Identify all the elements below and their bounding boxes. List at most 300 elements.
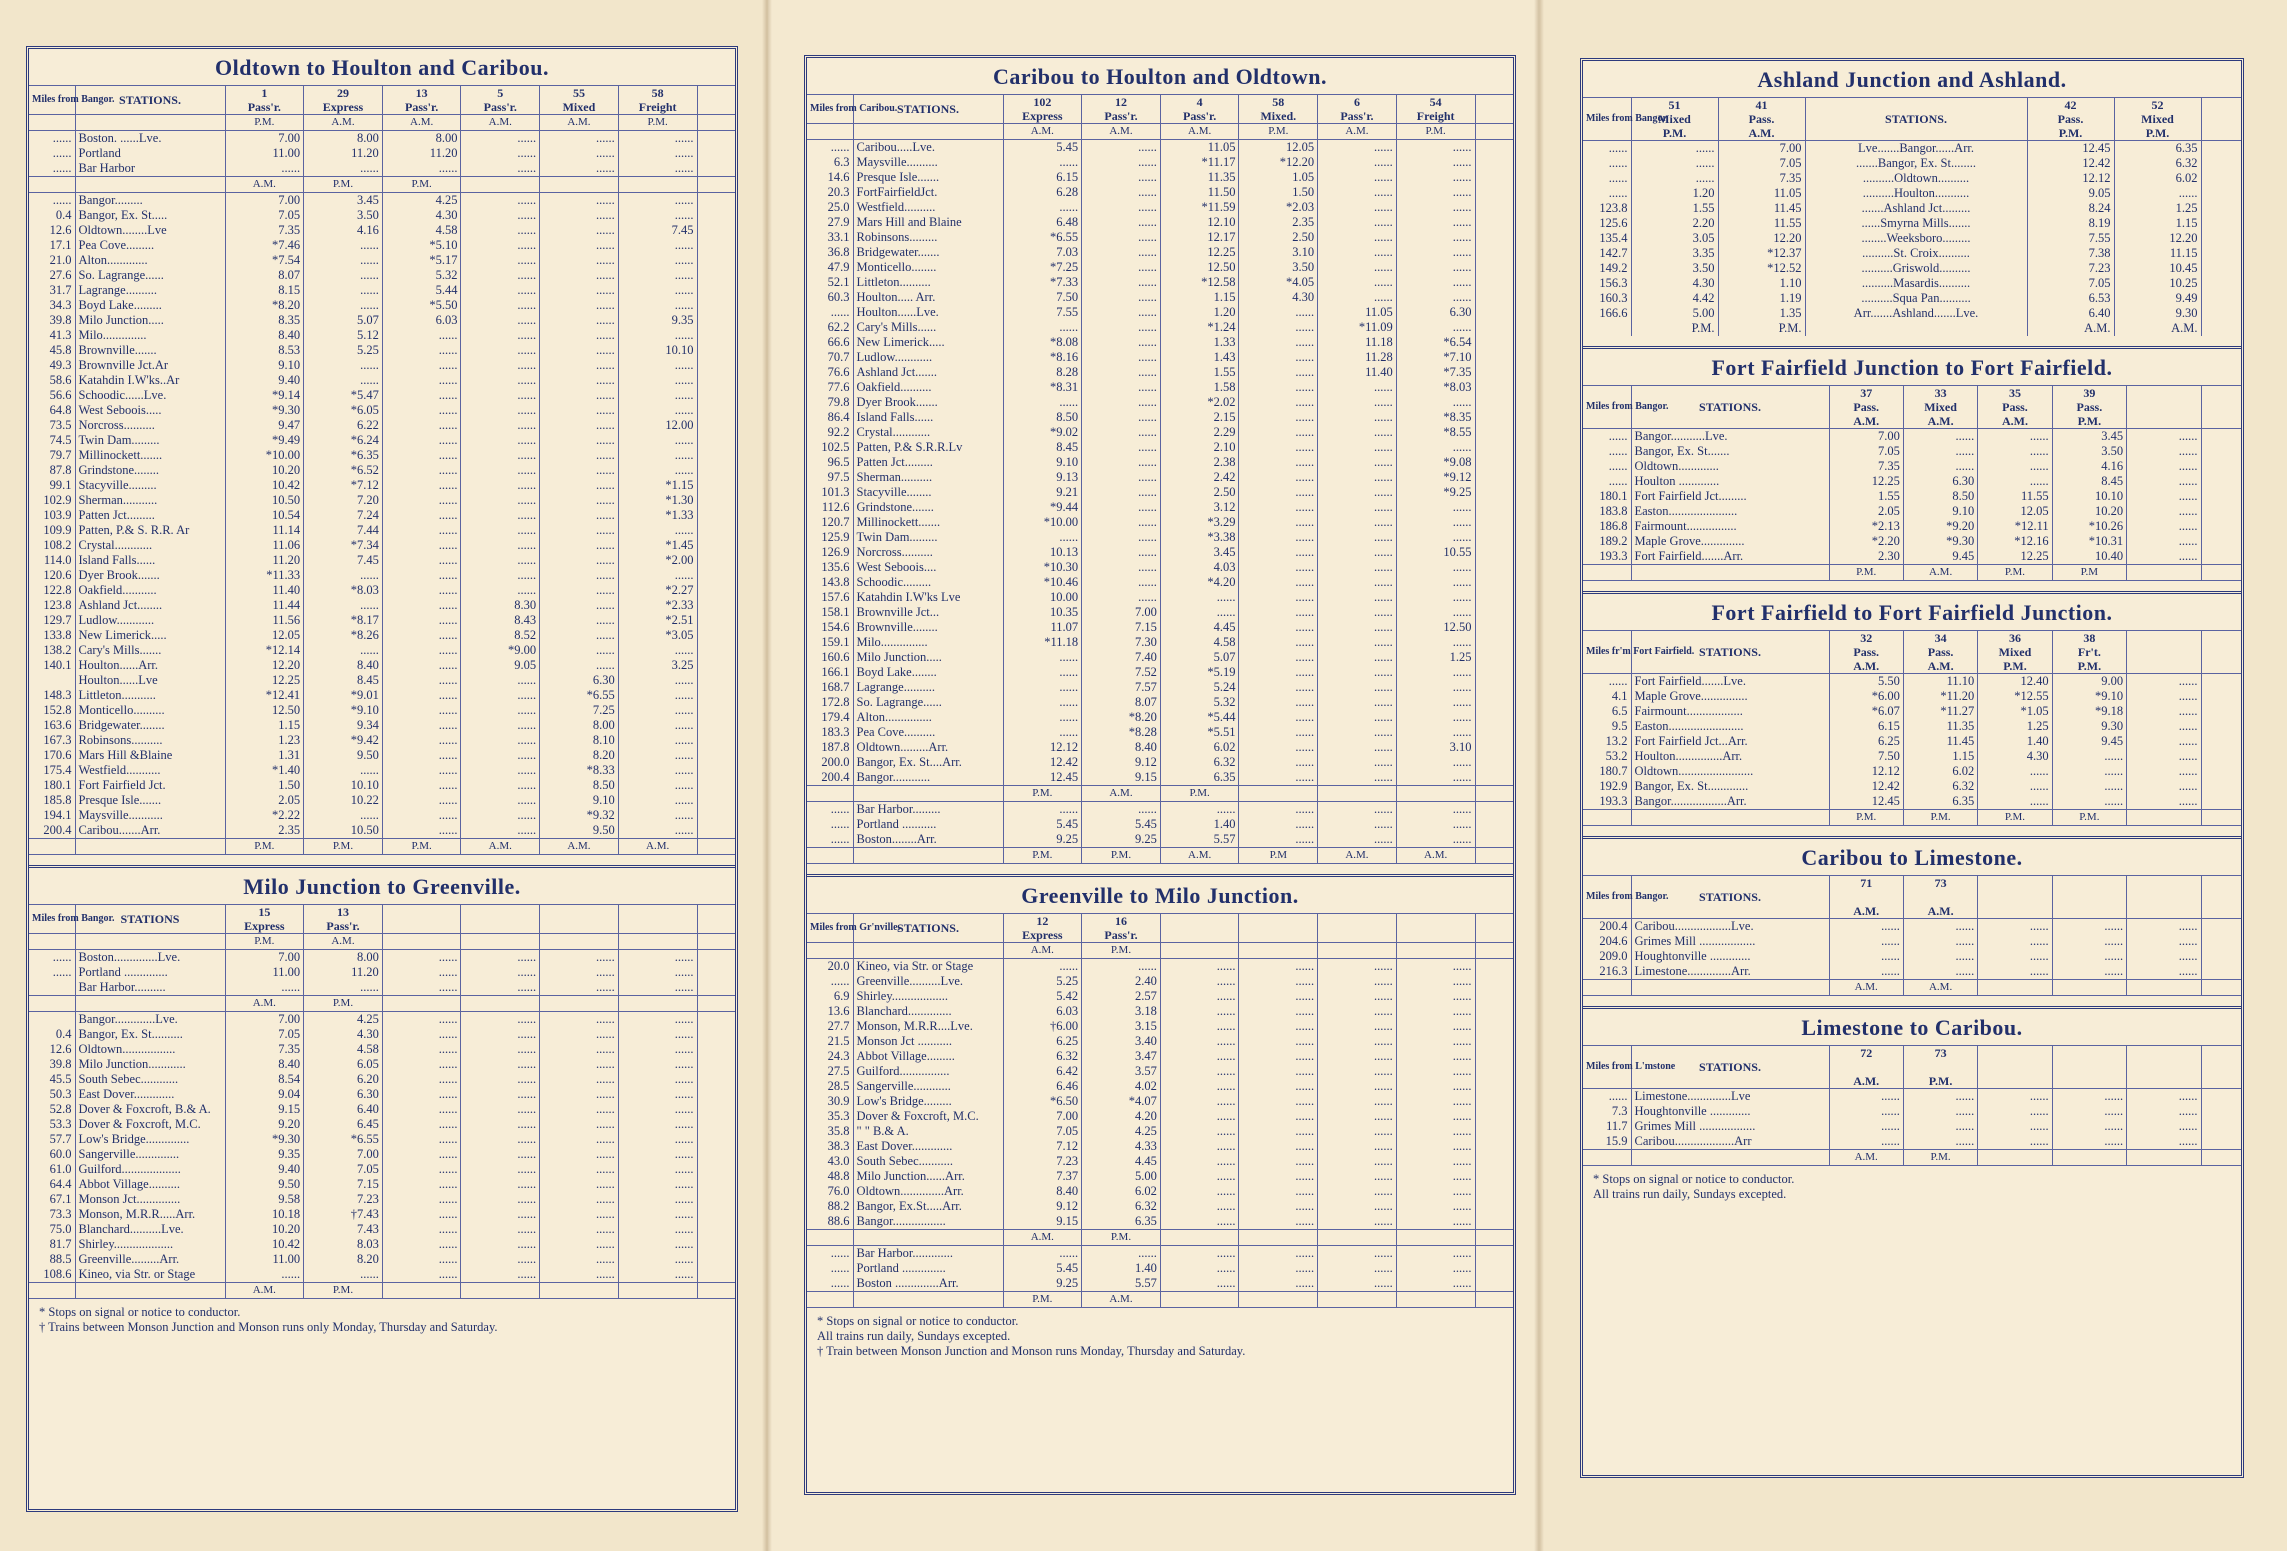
station-cell: Littleton...........: [75, 688, 225, 703]
time-cell: 2.35: [1239, 215, 1318, 230]
footnote: † Train between Monson Junction and Monson runs Monday, Thursday and Saturday.: [817, 1344, 1246, 1358]
spare-cell: [2201, 704, 2241, 719]
spare-cell: [1475, 650, 1513, 665]
spare-cell: [1475, 320, 1513, 335]
station-cell: Fairmount..................: [1631, 704, 1829, 719]
train-kind: Express: [1022, 109, 1063, 123]
time-cell: ......: [540, 1207, 619, 1222]
station-cell: " " B.& A.: [853, 1124, 1003, 1139]
spare-cell: [697, 996, 735, 1012]
miles-cell: 39.8: [49, 313, 72, 327]
station-cell: Millinockett.......: [75, 448, 225, 463]
time-cell: 3.45: [2052, 429, 2126, 445]
spare-cell: [697, 658, 735, 673]
header-row: [1583, 386, 2241, 429]
time-cell: P.M.: [618, 115, 697, 131]
station-cell: Limestone..............Arr.: [1631, 964, 1829, 980]
time-cell: ......: [382, 463, 461, 478]
miles-cell: 35.3: [827, 1109, 850, 1123]
time-cell: [1318, 1230, 1397, 1246]
time-cell: 5.00: [1082, 1169, 1161, 1184]
time-cell: 9.10: [540, 793, 619, 808]
time-cell: ......: [540, 358, 619, 373]
stations-header: STATIONS.: [1631, 1046, 1829, 1089]
station-cell: Dover & Foxcroft, M.C.: [853, 1109, 1003, 1124]
spare-cell: [1475, 832, 1513, 848]
time-cell: 12.00: [618, 418, 697, 433]
train-column-header: [225, 905, 304, 934]
spare-cell: [1475, 530, 1513, 545]
time-cell: *8.31: [1003, 380, 1082, 395]
time-cell: ......: [540, 1012, 619, 1028]
time-cell: 4.30: [382, 208, 461, 223]
miles-cell: ......: [1608, 459, 1628, 473]
train-column-header: [1829, 1046, 1903, 1089]
time-cell: 11.28: [1318, 350, 1397, 365]
time-cell: ......: [1318, 832, 1397, 848]
time-cell: ......: [1903, 444, 1977, 459]
time-cell: ......: [461, 1087, 540, 1102]
table-row: [1583, 201, 2241, 216]
spare-cell: [697, 1237, 735, 1252]
time-cell: ......: [382, 673, 461, 688]
time-cell: 8.20: [540, 748, 619, 763]
table-row: [807, 1199, 1513, 1214]
time-cell: ......: [618, 448, 697, 463]
station-cell: Patten Jct.........: [853, 455, 1003, 470]
spare-cell: [1475, 1184, 1513, 1199]
time-cell: ......: [540, 223, 619, 238]
header-row: [807, 914, 1513, 943]
train-column-header: [1318, 914, 1397, 943]
miles-cell: 6.9: [833, 989, 850, 1003]
miles-cell: 4.1: [1611, 689, 1628, 703]
time-cell: ......: [618, 568, 697, 583]
table-row: [29, 433, 735, 448]
table-row: [1583, 565, 2241, 581]
spare-cell: [2201, 534, 2241, 549]
time-cell: *12.14: [225, 643, 304, 658]
time-cell: 12.50: [225, 703, 304, 718]
time-cell: ......: [382, 1222, 461, 1237]
time-cell: ......: [1239, 470, 1318, 485]
station-cell: [853, 848, 1003, 864]
time-cell: *6.54: [1396, 335, 1475, 350]
time-cell: ......: [382, 343, 461, 358]
time-cell: *10.46: [1003, 575, 1082, 590]
time-cell: ......: [1160, 590, 1239, 605]
time-cell: ......: [304, 358, 383, 373]
spare-cell: [697, 1283, 735, 1299]
miles-cell: ......: [830, 817, 850, 831]
miles-cell: [807, 1292, 853, 1308]
spare-cell: [697, 748, 735, 763]
time-cell: ......: [618, 161, 697, 177]
miles-cell: 20.0: [827, 959, 850, 973]
time-cell: ......: [2127, 534, 2201, 549]
table-row: [807, 1034, 1513, 1049]
spare-cell: [697, 328, 735, 343]
time-cell: ......: [2127, 764, 2201, 779]
miles-cell: 7.3: [1611, 1104, 1628, 1118]
time-cell: 6.32: [1082, 1199, 1161, 1214]
miles-cell: 31.7: [49, 283, 72, 297]
time-cell: 6.05: [304, 1057, 383, 1072]
miles-cell: 73.5: [49, 418, 72, 432]
time-cell: 1.15: [225, 718, 304, 733]
time-cell: †6.00: [1003, 1019, 1082, 1034]
spare-cell: [1475, 1139, 1513, 1154]
time-cell: 11.00: [225, 1252, 304, 1267]
spare-cell: [1475, 1292, 1513, 1308]
time-cell: ......: [1082, 590, 1161, 605]
time-cell: *11.27: [1903, 704, 1977, 719]
time-cell: ......: [618, 763, 697, 778]
time-cell: [461, 934, 540, 950]
time-cell: ......: [382, 793, 461, 808]
time-cell: ......: [618, 1012, 697, 1028]
table-row: [29, 1132, 735, 1147]
station-cell: Caribou.....Lve.: [853, 140, 1003, 156]
miles-cell: [1583, 1150, 1631, 1166]
time-cell: 5.44: [382, 283, 461, 298]
time-cell: ......: [540, 448, 619, 463]
time-cell: *12.20: [1239, 155, 1318, 170]
time-cell: *9.30: [1903, 534, 1977, 549]
time-cell: ......: [304, 643, 383, 658]
time-cell: ......: [461, 965, 540, 980]
time-cell: ......: [2127, 504, 2201, 519]
spare-cell: [697, 1147, 735, 1162]
spare-cell: [1475, 200, 1513, 215]
time-cell: ......: [1082, 485, 1161, 500]
time-cell: ......: [382, 658, 461, 673]
time-cell: ......: [382, 718, 461, 733]
miles-cell: ......: [1608, 171, 1628, 185]
station-cell: Bangor, Ex. St..........: [75, 1027, 225, 1042]
time-cell: A.M.: [1903, 565, 1977, 581]
table-row: [29, 523, 735, 538]
spare-cell: [2201, 734, 2241, 749]
station-cell: Easton........................: [1631, 719, 1829, 734]
station-cell: Bridgewater.......: [853, 245, 1003, 260]
time-cell: ......: [1318, 650, 1397, 665]
spare-cell: [697, 1267, 735, 1283]
time-cell: ......: [382, 1057, 461, 1072]
station-cell: Robinsons..........: [75, 733, 225, 748]
time-cell: ......: [1396, 989, 1475, 1004]
time-cell: 6.25: [1003, 1034, 1082, 1049]
time-cell: 10.25: [2114, 276, 2201, 291]
time-cell: 7.40: [1082, 650, 1161, 665]
table-row: [1583, 674, 2241, 690]
miles-cell: 73.3: [49, 1207, 72, 1221]
miles-cell: [1583, 810, 1631, 826]
time-cell: 7.35: [225, 223, 304, 238]
station-cell: [75, 934, 225, 950]
table-row: [1583, 794, 2241, 810]
table-row: [807, 230, 1513, 245]
time-cell: ......: [304, 1267, 383, 1283]
spare-cell: [1475, 605, 1513, 620]
time-cell: ......: [540, 268, 619, 283]
miles-cell: 108.6: [43, 1267, 72, 1281]
time-cell: ......: [1239, 350, 1318, 365]
miles-cell: [1583, 565, 1631, 581]
miles-cell: 112.6: [821, 500, 850, 514]
time-cell: ......: [1160, 989, 1239, 1004]
spare-cell: [2201, 489, 2241, 504]
station-cell: Maple Grove..............: [1631, 534, 1829, 549]
spare-cell: [2201, 156, 2241, 171]
time-cell: 7.50: [1829, 749, 1903, 764]
time-cell: ......: [2052, 779, 2126, 794]
train-kind: Freight: [638, 100, 677, 114]
time-cell: ......: [540, 283, 619, 298]
time-cell: 10.20: [225, 463, 304, 478]
miles-cell: [1583, 980, 1631, 996]
station-cell: Blanchard..........Lve.: [75, 1222, 225, 1237]
time-cell: *5.19: [1160, 665, 1239, 680]
spare-cell: [697, 1222, 735, 1237]
time-cell: [2127, 565, 2201, 581]
time-cell: *8.35: [1396, 410, 1475, 425]
time-cell: ......: [540, 313, 619, 328]
miles-cell: 216.3: [1599, 964, 1628, 978]
time-cell: ......: [461, 523, 540, 538]
station-cell: Monticello........: [853, 260, 1003, 275]
miles-cell: 34.3: [49, 298, 72, 312]
time-cell: ......: [1239, 1246, 1318, 1262]
time-cell: 4.45: [1160, 620, 1239, 635]
time-cell: 10.10: [618, 343, 697, 358]
miles-cell: 122.8: [43, 583, 72, 597]
miles-cell: ......: [830, 1261, 850, 1275]
miles-cell: 114.0: [43, 553, 72, 567]
time-cell: ......: [1396, 770, 1475, 786]
time-cell: ......: [618, 688, 697, 703]
time-cell: ......: [1978, 779, 2052, 794]
train-number: 73: [1934, 876, 1947, 890]
time-cell: 1.20: [1631, 186, 1718, 201]
miles-cell: 143.8: [821, 575, 850, 589]
time-cell: 4.25: [304, 1012, 383, 1028]
time-cell: ......: [618, 1252, 697, 1267]
miles-cell: 108.2: [43, 538, 72, 552]
time-cell: ......: [1396, 440, 1475, 455]
time-cell: 2.15: [1160, 410, 1239, 425]
time-cell: 7.00: [1003, 1109, 1082, 1124]
time-cell: 1.50: [1239, 185, 1318, 200]
time-cell: 7.57: [1082, 680, 1161, 695]
time-cell: ......: [1318, 1199, 1397, 1214]
time-cell: A.M.: [540, 839, 619, 855]
miles-cell: ......: [52, 193, 72, 207]
train-column-header: [304, 905, 383, 934]
time-cell: ......: [540, 1027, 619, 1042]
spare-cell: [2201, 549, 2241, 565]
table-row: [29, 223, 735, 238]
time-cell: ......: [1318, 215, 1397, 230]
time-cell: ......: [1396, 500, 1475, 515]
station-cell: Mars Hill and Blaine: [853, 215, 1003, 230]
station-cell: Kineo, via Str. or Stage: [75, 1267, 225, 1283]
train-ampm: A.M.: [1853, 414, 1880, 428]
time-cell: ......: [1082, 1246, 1161, 1262]
time-cell: 12.25: [225, 673, 304, 688]
time-cell: ......: [382, 508, 461, 523]
time-cell: 7.45: [618, 223, 697, 238]
spare-cell: [2201, 749, 2241, 764]
table-row: [1583, 216, 2241, 231]
time-cell: ......: [1318, 1214, 1397, 1230]
time-cell: 2.57: [1082, 989, 1161, 1004]
time-cell: ......: [461, 1222, 540, 1237]
spare-cell: [697, 1207, 735, 1222]
miles-cell: 27.9: [827, 215, 850, 229]
spare-cell: [2201, 261, 2241, 276]
table-row: [807, 425, 1513, 440]
time-cell: *12.52: [1718, 261, 1805, 276]
time-cell: 7.15: [1082, 620, 1161, 635]
time-cell: *11.20: [1903, 689, 1977, 704]
time-cell: *9.30: [225, 403, 304, 418]
time-cell: *6.00: [1829, 689, 1903, 704]
time-cell: 7.00: [225, 1012, 304, 1028]
section-title: Caribou to Limestone.: [1801, 845, 2023, 870]
time-cell: ......: [540, 146, 619, 161]
spare-cell: [697, 177, 735, 193]
time-cell: ......: [1396, 185, 1475, 200]
station-cell: Crystal............: [853, 425, 1003, 440]
time-cell: ......: [1396, 974, 1475, 989]
time-cell: 8.40: [1082, 740, 1161, 755]
time-cell: 2.10: [1160, 440, 1239, 455]
time-cell: ......: [1978, 949, 2052, 964]
time-cell: 1.33: [1160, 335, 1239, 350]
time-cell: ......: [618, 980, 697, 996]
time-cell: ......: [1239, 740, 1318, 755]
time-cell: ......: [2127, 459, 2201, 474]
miles-cell: ......: [1608, 474, 1628, 488]
train-column-header: [1160, 914, 1239, 943]
time-cell: 3.47: [1082, 1049, 1161, 1064]
miles-cell: [29, 839, 75, 855]
time-cell: 12.42: [1003, 755, 1082, 770]
time-cell: 11.20: [225, 553, 304, 568]
station-cell: ..........Houlton...........: [1805, 186, 2027, 201]
time-cell: ......: [2127, 549, 2201, 565]
time-cell: ......: [1318, 1246, 1397, 1262]
station-cell: Bangor.............Lve.: [75, 1012, 225, 1028]
time-cell: 6.15: [1829, 719, 1903, 734]
time-cell: ......: [1160, 1246, 1239, 1262]
table-row: [807, 665, 1513, 680]
time-cell: ......: [1829, 934, 1903, 949]
time-cell: ......: [461, 1267, 540, 1283]
time-cell: ......: [382, 688, 461, 703]
spare-cell: [697, 1072, 735, 1087]
time-cell: ......: [1239, 1004, 1318, 1019]
time-cell: 9.25: [1003, 832, 1082, 848]
table-row: [29, 1222, 735, 1237]
miles-cell: 21.0: [49, 253, 72, 267]
train-column-header: [461, 905, 540, 934]
time-cell: ......: [540, 568, 619, 583]
miles-cell: 24.3: [827, 1049, 850, 1063]
time-cell: ......: [1396, 710, 1475, 725]
time-cell: 1.10: [1718, 276, 1805, 291]
train-number: 52: [2151, 98, 2164, 112]
time-cell: ......: [461, 343, 540, 358]
table-row: [29, 388, 735, 403]
time-cell: ......: [618, 643, 697, 658]
miles-cell: 27.6: [49, 268, 72, 282]
spare-cell: [2201, 810, 2241, 826]
station-cell: Ludlow............: [75, 613, 225, 628]
time-cell: ......: [618, 1072, 697, 1087]
train-column-header: [618, 905, 697, 934]
table-row: [29, 643, 735, 658]
time-cell: ......: [2052, 749, 2126, 764]
time-cell: *5.50: [382, 298, 461, 313]
stations-header: STATIONS.: [853, 914, 1003, 943]
time-cell: ......: [304, 808, 383, 823]
section: [1583, 1006, 2241, 1208]
time-cell: 9.40: [225, 1162, 304, 1177]
spare-cell: [1475, 770, 1513, 786]
train-column-header: [1003, 914, 1082, 943]
table-row: [29, 996, 735, 1012]
time-cell: ......: [540, 1237, 619, 1252]
spare-cell: [697, 115, 735, 131]
miles-cell: 57.7: [49, 1132, 72, 1146]
time-cell: P.M.: [1396, 124, 1475, 140]
time-cell: ......: [461, 763, 540, 778]
miles-cell: 148.3: [43, 688, 72, 702]
time-cell: ......: [1239, 485, 1318, 500]
miles-cell: ......: [1608, 674, 1628, 688]
miles-cell: 183.3: [821, 725, 850, 739]
spare-cell: [1475, 1261, 1513, 1276]
table-row: [807, 1276, 1513, 1292]
time-cell: 8.53: [225, 343, 304, 358]
station-cell: Patten Jct.........: [75, 508, 225, 523]
time-cell: 9.04: [225, 1087, 304, 1102]
miles-cell: 0.4: [55, 1027, 72, 1041]
time-cell: ......: [2127, 489, 2201, 504]
time-cell: ......: [618, 965, 697, 980]
time-cell: 9.05: [2027, 186, 2114, 201]
time-cell: A.M.: [1829, 980, 1903, 996]
time-cell: 8.30: [461, 598, 540, 613]
miles-header: Miles from Bangor.: [1583, 386, 1631, 429]
station-cell: .......Ashland Jct.........: [1805, 201, 2027, 216]
station-cell: Mars Hill &Blaine: [75, 748, 225, 763]
time-cell: 11.18: [1318, 335, 1397, 350]
time-cell: P.M.: [1718, 321, 1805, 336]
time-cell: ......: [1318, 959, 1397, 975]
time-cell: 3.45: [304, 193, 383, 209]
time-cell: ......: [1160, 1049, 1239, 1064]
miles-cell: [807, 848, 853, 864]
time-cell: ......: [1396, 320, 1475, 335]
station-cell: Bangor, Ex. St.....: [75, 208, 225, 223]
time-cell: ......: [1318, 1004, 1397, 1019]
train-kind: Pass.: [2002, 400, 2028, 414]
train-kind: Mixed: [1658, 112, 1691, 126]
station-cell: Twin Dam.........: [75, 433, 225, 448]
